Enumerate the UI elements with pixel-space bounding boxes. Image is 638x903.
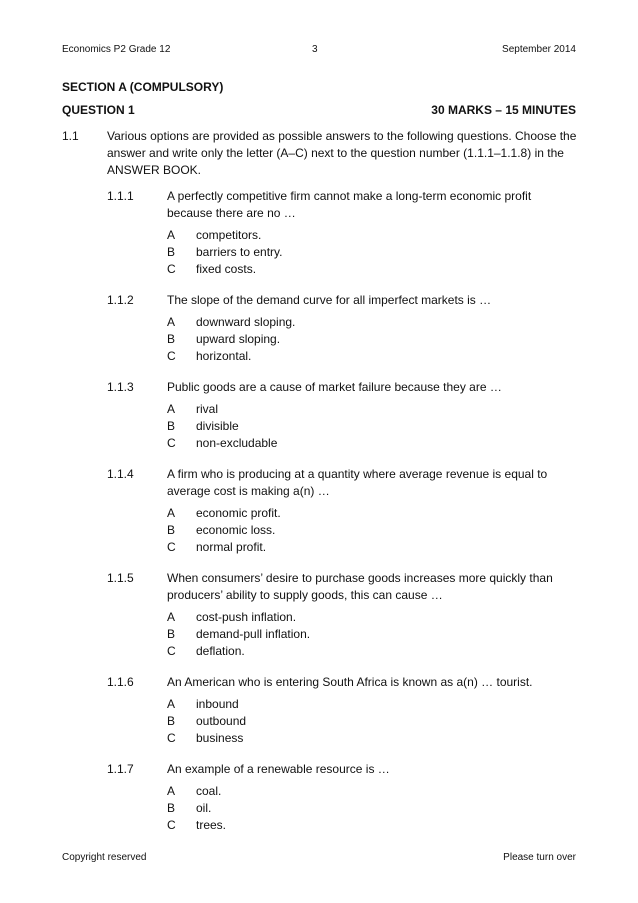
question-list <box>107 188 578 848</box>
question-number: 1.1.1 <box>107 189 134 203</box>
option-text: business <box>196 731 244 745</box>
option-text: horizontal. <box>196 349 252 363</box>
option-letter: A <box>167 610 176 624</box>
option-letter: B <box>167 523 176 537</box>
question-text: The slope of the demand curve for all imperfect markets is … <box>167 293 492 307</box>
answer-option <box>167 227 578 244</box>
question-item <box>107 761 578 834</box>
option-text: economic loss. <box>196 523 276 537</box>
question-text: An American who is entering South Africa is known as a(n) … tourist. <box>167 675 533 689</box>
section-title: SECTION A (COMPULSORY) <box>62 80 224 94</box>
header-left: Economics P2 Grade 12 <box>62 44 171 55</box>
answer-option <box>167 609 578 626</box>
option-letter: A <box>167 402 176 416</box>
option-text: rival <box>196 402 219 416</box>
option-text: fixed costs. <box>196 262 257 276</box>
option-letter: B <box>167 245 176 259</box>
question-item <box>107 292 578 365</box>
option-text: barriers to entry. <box>196 245 283 259</box>
answer-option <box>167 435 578 452</box>
answer-option <box>167 817 578 834</box>
answer-option <box>167 522 578 539</box>
option-text: divisible <box>196 419 239 433</box>
answer-option <box>167 539 578 556</box>
footer-right: Please turn over <box>503 852 576 863</box>
option-text: inbound <box>196 697 239 711</box>
answer-option <box>167 643 578 660</box>
answer-option <box>167 314 578 331</box>
question-number: 1.1.6 <box>107 675 134 689</box>
option-text: competitors. <box>196 228 262 242</box>
option-text: downward sloping. <box>196 315 296 329</box>
instructions-text: Various options are provided as possible answers to the following questions. Choose the answer and write only the letter (A–C) next to the question number (1.1.1–1.1.8) in the ANSWER BOOK. <box>107 129 577 177</box>
answer-option <box>167 331 578 348</box>
question-number: 1.1.2 <box>107 293 134 307</box>
option-letter: C <box>167 540 176 554</box>
option-letter: A <box>167 697 176 711</box>
option-letter: B <box>167 714 176 728</box>
answer-option <box>167 348 578 365</box>
answer-option <box>167 626 578 643</box>
question-item <box>107 379 578 452</box>
option-letter: B <box>167 419 176 433</box>
page-number: 3 <box>312 44 318 55</box>
option-letter: B <box>167 332 176 346</box>
answer-option <box>167 505 578 522</box>
option-letter: C <box>167 731 176 745</box>
answer-option <box>167 713 578 730</box>
footer-left: Copyright reserved <box>62 852 147 863</box>
option-letter: C <box>167 436 176 450</box>
option-text: economic profit. <box>196 506 281 520</box>
option-letter: A <box>167 315 176 329</box>
option-letter: B <box>167 627 176 641</box>
question-text: A perfectly competitive firm cannot make a long-term economic profit because there are no … <box>167 189 532 220</box>
answer-option <box>167 261 578 278</box>
answer-option <box>167 418 578 435</box>
question-text: An example of a renewable resource is … <box>167 762 390 776</box>
instructions-number: 1.1 <box>62 129 79 143</box>
question-item <box>107 570 578 660</box>
question-text: When consumers’ desire to purchase goods increases more quickly than producers’ ability to supply goods, this can cause … <box>167 571 553 602</box>
option-letter: C <box>167 262 176 276</box>
question-item <box>107 674 578 747</box>
option-text: upward sloping. <box>196 332 281 346</box>
question-heading <box>62 103 576 117</box>
answer-option <box>167 783 578 800</box>
option-letter: A <box>167 228 176 242</box>
answer-option <box>167 696 578 713</box>
question-number: 1.1.7 <box>107 762 134 776</box>
answer-option <box>167 800 578 817</box>
option-letter: C <box>167 644 176 658</box>
option-text: outbound <box>196 714 247 728</box>
question-number: 1.1.5 <box>107 571 134 585</box>
answer-option <box>167 730 578 747</box>
option-text: coal. <box>196 784 222 798</box>
answer-option <box>167 244 578 261</box>
question-item <box>107 466 578 556</box>
option-text: non-excludable <box>196 436 278 450</box>
option-letter: A <box>167 506 176 520</box>
option-text: demand-pull inflation. <box>196 627 311 641</box>
option-text: cost-push inflation. <box>196 610 297 624</box>
question-text: Public goods are a cause of market failure because they are … <box>167 380 502 394</box>
option-text: trees. <box>196 818 227 832</box>
option-letter: A <box>167 784 176 798</box>
header-right: September 2014 <box>502 44 576 55</box>
question-label: QUESTION 1 <box>62 103 135 117</box>
option-text: deflation. <box>196 644 245 658</box>
question-number: 1.1.3 <box>107 380 134 394</box>
question-item <box>107 188 578 278</box>
question-marks: 30 MARKS – 15 MINUTES <box>431 103 576 117</box>
question-text: A firm who is producing at a quantity where average revenue is equal to average cost is making a(n) … <box>167 467 548 498</box>
option-letter: B <box>167 801 176 815</box>
question-number: 1.1.4 <box>107 467 134 481</box>
answer-option <box>167 401 578 418</box>
option-text: oil. <box>196 801 212 815</box>
option-text: normal profit. <box>196 540 267 554</box>
option-letter: C <box>167 349 176 363</box>
option-letter: C <box>167 818 176 832</box>
